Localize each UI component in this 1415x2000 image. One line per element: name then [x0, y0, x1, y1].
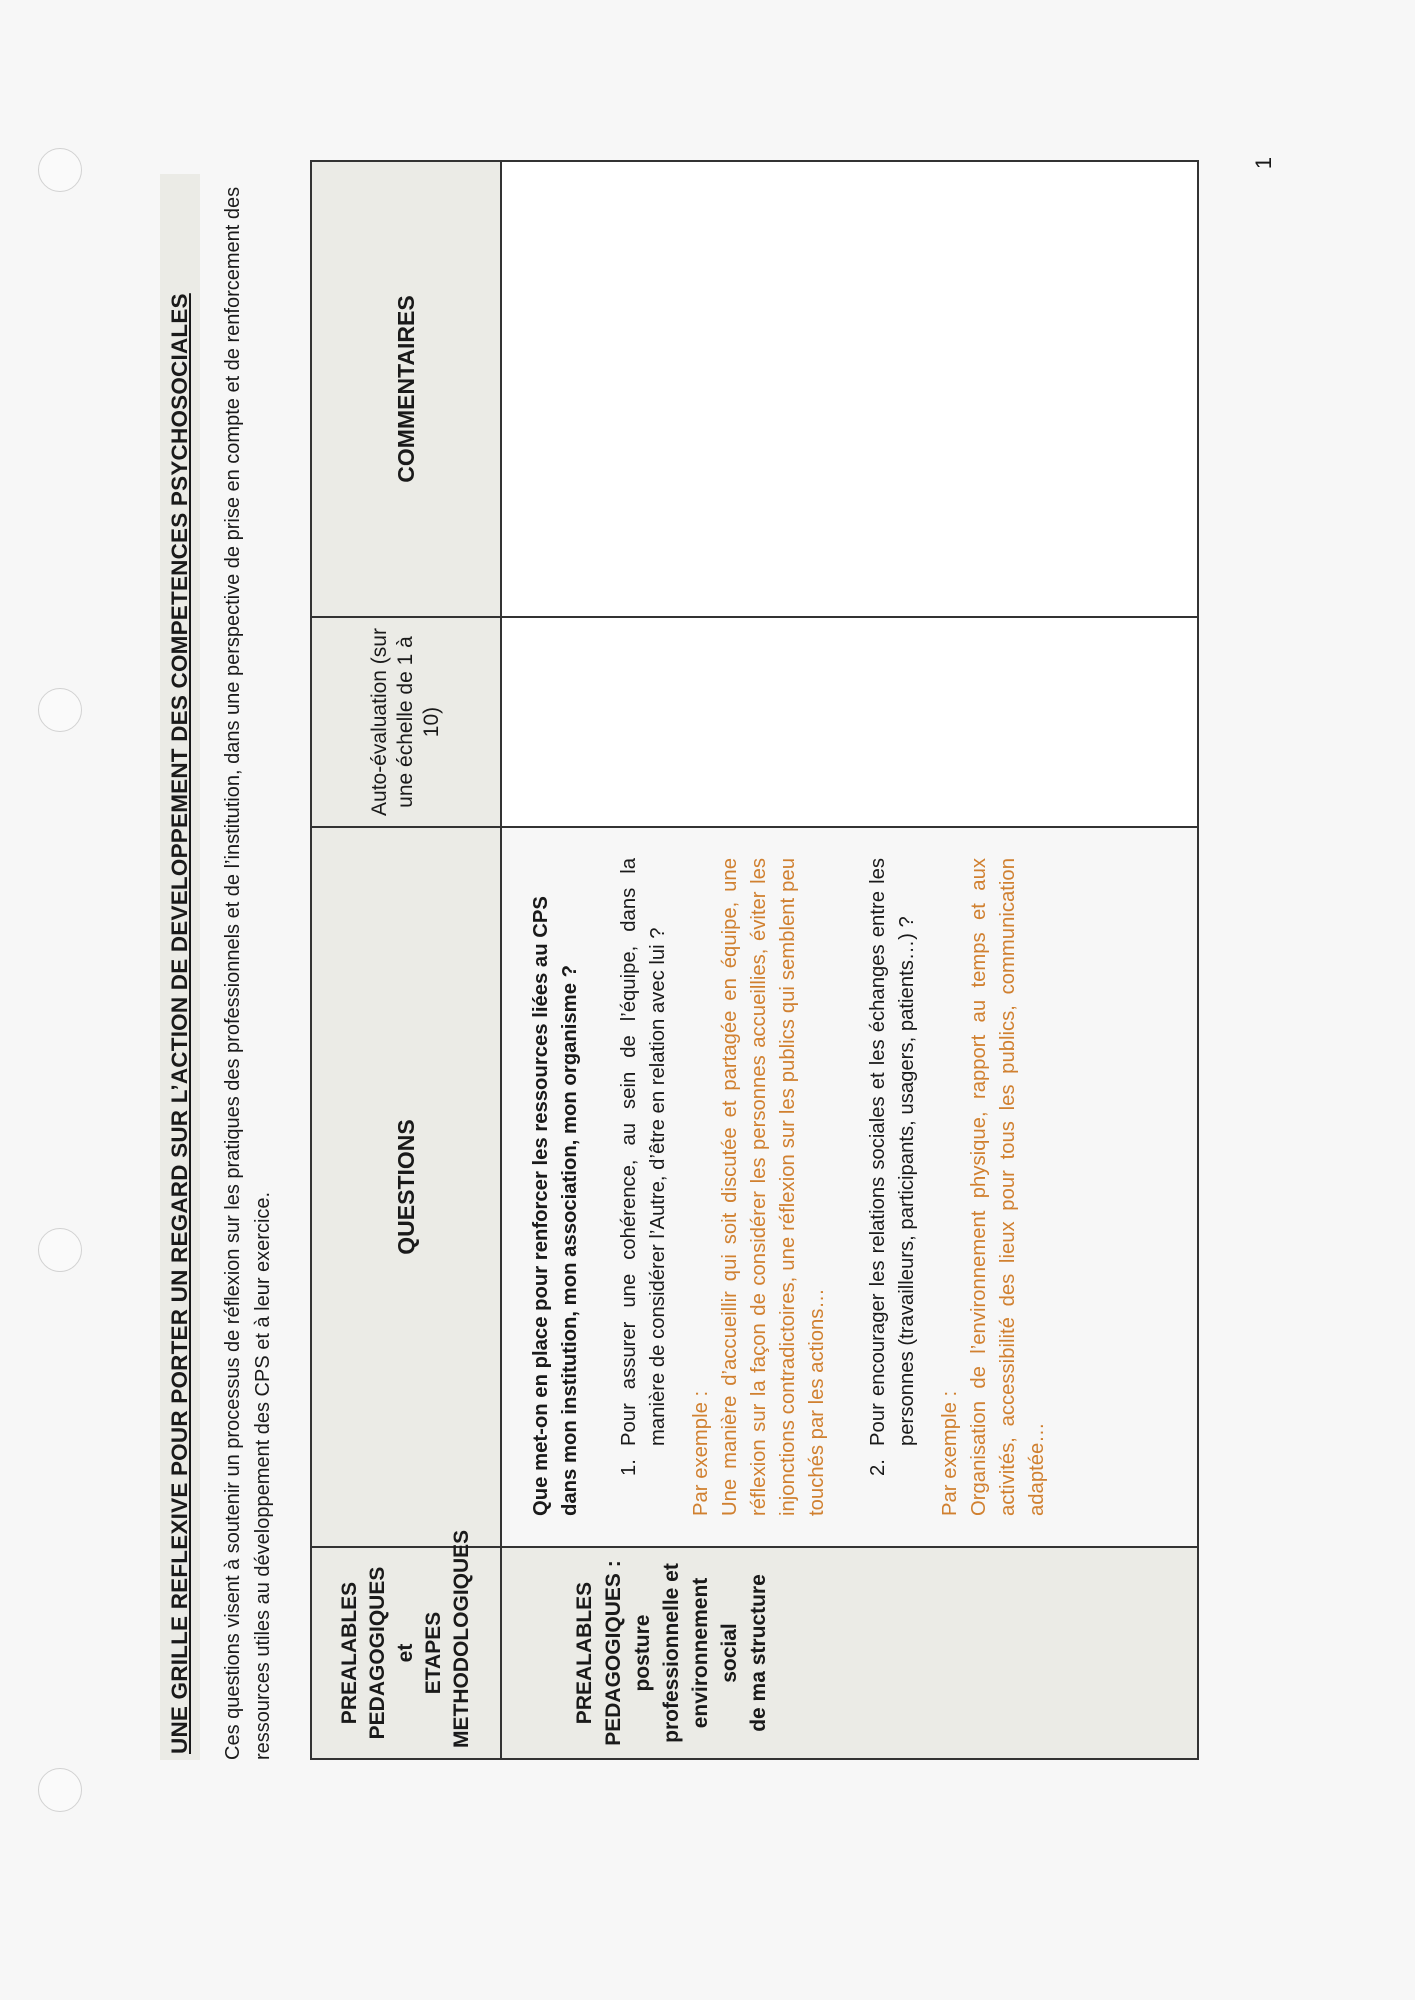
- document-title: UNE GRILLE REFLEXIVE POUR PORTER UN REGARD SUR L’ACTION DE DEVELOPPEMENT DES COMPETENCES PSYCHOSOCIALES: [160, 174, 200, 1760]
- table-header-row: [311, 161, 501, 1759]
- table-row: [501, 161, 1198, 1759]
- header-auto-evaluation: Auto-évaluation (sur une échelle de 1 à 10): [311, 617, 501, 827]
- questions-cell: [501, 827, 1198, 1547]
- header-questions: QUESTIONS: [311, 827, 501, 1547]
- header-prealables: PREALABLES PEDAGOGIQUES et ETAPES METHODOLOGIQUES: [311, 1547, 501, 1759]
- punch-hole-middle: [38, 688, 82, 732]
- auto-evaluation-cell[interactable]: [501, 617, 1198, 827]
- punch-hole-bottom: [38, 1768, 82, 1812]
- intro-paragraph: Ces questions visent à soutenir un processus de réflexion sur les pratiques des professionnels et de l’institution, dans une perspective de prise en compte et de renforcement des ressources utiles au développement des CPS et à leur exercice.: [222, 186, 274, 1760]
- question-item-2: 2. Pour encourager les relations sociales et les échanges entre les personnes (travailleurs, participants, usagers, patients…) ?: [867, 858, 918, 1476]
- section-label-cell: PREALABLES PEDAGOGIQUES : posture professionnelle et environnement social de ma structure: [501, 1547, 1198, 1759]
- document-content: [160, 150, 1270, 1760]
- commentaires-cell[interactable]: [501, 161, 1198, 617]
- example-1: Par exemple : Une manière d’accueillir qui soit discutée et partagée en équipe, une réflexion sur la façon de considérer les personnes accueillies, éviter les injonctions contradictoires, une réflexion sur les publics qui semblent peu touchés par les actions…: [690, 858, 828, 1516]
- header-commentaires: COMMENTAIRES: [311, 161, 501, 617]
- main-question: Que met-on en place pour renforcer les ressources liées au CPS dans mon institution, mon association, mon organisme ?: [530, 896, 581, 1516]
- punch-hole-lower: [38, 1228, 82, 1272]
- question-item-1: 1. Pour assurer une cohérence, au sein de l’équipe, dans la manière de considérer l’Autre, d’être en relation avec lui ?: [618, 858, 669, 1476]
- example-2: Par exemple : Organisation de l’environnement physique, rapport au temps et aux activités, accessibilité des lieux pour tous les publics, communication adaptée…: [939, 858, 1048, 1516]
- reflexive-grid-table: [310, 160, 1199, 1760]
- page-number: 1: [1251, 156, 1277, 170]
- punch-hole-top: [38, 148, 82, 192]
